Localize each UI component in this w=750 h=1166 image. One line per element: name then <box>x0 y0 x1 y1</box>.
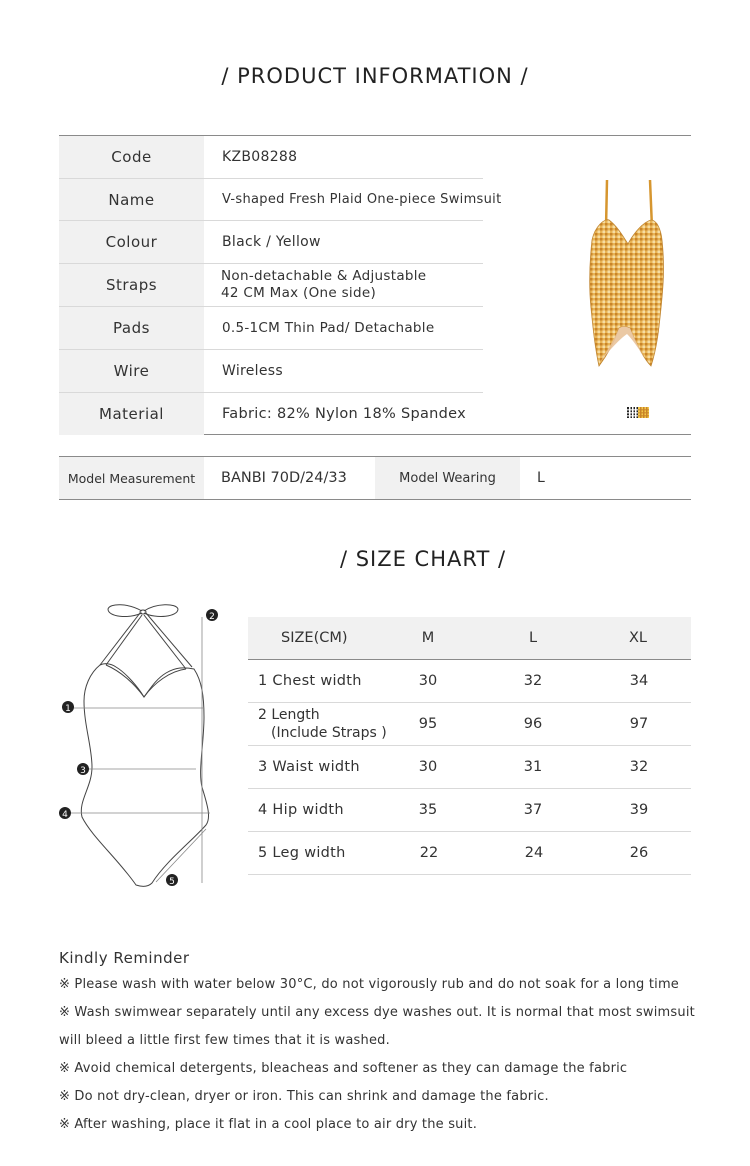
cell-l: 32 <box>523 673 543 689</box>
reminder-line: ※ Please wash with water below 30°C, do not vigorously rub and do not soak for a long time <box>59 977 680 992</box>
reminder-line: ※ Wash swimwear separately until any excess dye washes out. It is normal that most swimsuit <box>59 1005 695 1020</box>
cell-xl: 32 <box>629 759 649 775</box>
product-information-title: / PRODUCT INFORMATION / <box>221 64 529 88</box>
pads-value: 0.5-1CM Thin Pad/ Detachable <box>222 320 435 336</box>
model-wearing-label: Model Wearing <box>375 457 520 499</box>
model-measurement-strip <box>59 456 691 500</box>
name-value: V-shaped Fresh Plaid One-piece Swimsuit <box>222 192 502 207</box>
cell-l: 96 <box>523 716 543 732</box>
row-label: 3 Waist width <box>258 759 360 775</box>
row-label-line2: (Include Straps ) <box>271 725 387 741</box>
wire-label: Wire <box>59 350 204 392</box>
colour-value: Black / Yellow <box>222 234 321 250</box>
straps-value <box>221 264 426 306</box>
cell-m: 30 <box>418 673 438 689</box>
colour-label: Colour <box>59 221 204 263</box>
cell-l: 37 <box>523 802 543 818</box>
reminder-line: ※ Avoid chemical detergents, bleacheas and softener as they can damage the fabric <box>59 1061 628 1076</box>
cell-xl: 97 <box>629 716 649 732</box>
info-row-material <box>59 393 483 435</box>
marker-1: 1 <box>65 704 71 714</box>
marker-3: 3 <box>80 766 86 776</box>
swimsuit-measurement-diagram <box>56 597 226 897</box>
marker-2: 2 <box>209 612 215 622</box>
row-label-line1: 2 Length <box>258 707 320 723</box>
table-row <box>248 703 691 746</box>
cell-m: 30 <box>418 759 438 775</box>
name-label: Name <box>59 179 204 220</box>
model-wearing-value: L <box>537 470 545 486</box>
info-row-wire <box>59 350 483 393</box>
straps-label: Straps <box>59 264 204 306</box>
cell-xl: 34 <box>629 673 649 689</box>
cell-l: 31 <box>523 759 543 775</box>
color-swatch-icon <box>627 407 649 418</box>
size-chart-title: / SIZE CHART / <box>339 547 507 571</box>
reminder-line: will bleed a little first few times that it is washed. <box>59 1033 390 1048</box>
row-label <box>258 703 387 745</box>
model-measurement-value: BANBI 70D/24/33 <box>221 470 347 486</box>
size-chart-header <box>248 617 691 660</box>
info-row-colour <box>59 221 483 264</box>
reminder-line: ※ Do not dry-clean, dryer or iron. This can shrink and damage the fabric. <box>59 1089 549 1104</box>
table-row <box>248 660 691 703</box>
table-row <box>248 746 691 789</box>
cell-m: 35 <box>418 802 438 818</box>
material-value: Fabric: 82% Nylon 18% Spandex <box>222 406 466 422</box>
straps-value-line1: Non-detachable & Adjustable <box>221 268 427 284</box>
swimsuit-product-image <box>585 178 665 370</box>
header-size: SIZE(CM) <box>281 630 348 646</box>
row-label: 1 Chest width <box>258 673 362 689</box>
row-label: 5 Leg width <box>258 845 346 861</box>
cell-l: 24 <box>524 845 544 861</box>
header-xl: XL <box>628 630 647 646</box>
row-label: 4 Hip width <box>258 802 344 818</box>
model-measurement-label: Model Measurement <box>59 457 204 499</box>
pads-label: Pads <box>59 307 204 349</box>
diagram-markers <box>59 609 218 887</box>
table-row <box>248 789 691 832</box>
header-l: L <box>528 630 538 646</box>
cell-xl: 39 <box>629 802 649 818</box>
table-row <box>248 832 691 875</box>
header-m: M <box>421 630 435 646</box>
marker-5: 5 <box>169 877 175 887</box>
info-row-pads <box>59 307 483 350</box>
wire-value: Wireless <box>222 363 283 379</box>
material-label: Material <box>59 393 204 435</box>
cell-m: 95 <box>418 716 438 732</box>
code-value: KZB08288 <box>222 149 298 165</box>
reminder-title: Kindly Reminder <box>59 949 190 967</box>
info-row-straps <box>59 264 483 307</box>
info-row-name <box>59 179 502 221</box>
marker-4: 4 <box>62 810 68 820</box>
reminder-line: ※ After washing, place it flat in a cool place to air dry the suit. <box>59 1117 478 1132</box>
cell-xl: 26 <box>629 845 649 861</box>
straps-value-line2: 42 CM Max (One side) <box>221 285 377 301</box>
cell-m: 22 <box>419 845 439 861</box>
code-label: Code <box>59 136 204 178</box>
info-row-code <box>59 136 483 179</box>
